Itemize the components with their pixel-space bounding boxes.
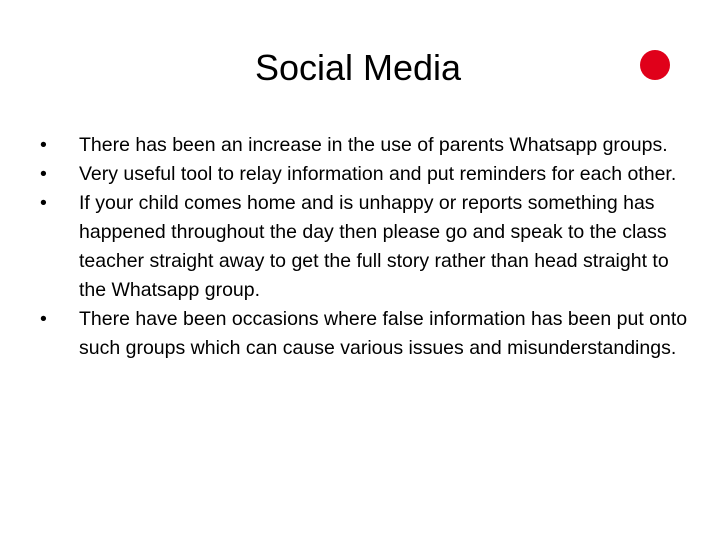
bullet-item — [40, 131, 690, 160]
bullet-list — [40, 131, 690, 363]
bullet-item — [40, 189, 690, 305]
red-dot-icon — [640, 50, 670, 80]
bullet-item — [40, 160, 690, 189]
bullet-icon: • — [40, 192, 47, 214]
bullet-icon: • — [40, 134, 47, 156]
bullet-item — [40, 305, 690, 363]
bullet-text: Very useful tool to relay information and put reminders for each other. — [79, 163, 677, 185]
bullet-icon: • — [40, 308, 47, 330]
bullet-text: There has been an increase in the use of parents Whatsapp groups. — [79, 134, 668, 156]
bullet-text: There have been occasions where false information has been put onto such groups which can cause various issues and misunderstandings. — [79, 308, 688, 359]
slide-title: Social Media — [254, 47, 462, 88]
bullet-text: If your child comes home and is unhappy or reports something has happened throughout the day then please go and speak to the class teacher straight away to get the full story rather than head straight to the Whatsapp group. — [79, 192, 669, 301]
bullet-icon: • — [40, 163, 47, 185]
